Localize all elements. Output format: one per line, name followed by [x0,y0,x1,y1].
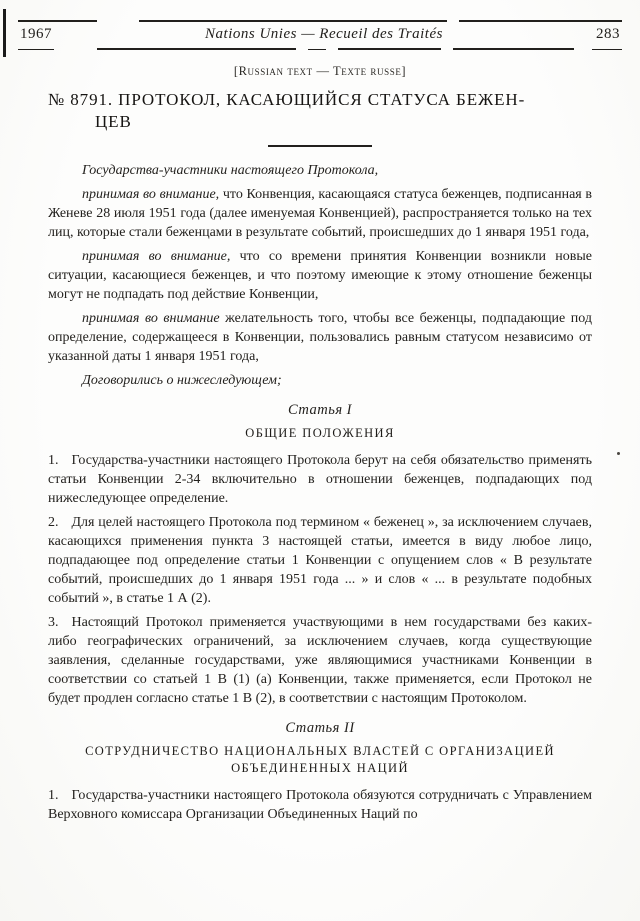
paragraph-number: 3. [48,615,59,630]
article-1 [48,402,592,708]
paragraph-text: Государства-участники настоящего Протокола берут на себя обязательство применять статьи Конвенции 2-34 включительно в отношении беженцев, подпадающих под нижеследующее определение. [48,453,592,506]
preamble-clause-1-text: что Конвенция, касающаяся статуса беженцев, подписанная в Женеве 28 июля 1951 года (далее именуемая Конвенцией), распространяется только на тех лиц, которые стали беженцами в результате событий, происшедших до 1 января 1951 года, [48,187,593,240]
article-2-paragraph-1 [48,786,592,824]
paragraph-text: Настоящий Протокол применяется участвующими в нем государствами без каких-либо географических ограничений, за исключением случаев, когда существующие заявления, сделанные государствами, уже являющимися участниками Конвенции в соответствии со статьей 1 В (1) (а) Конвенции, также применяется, если Протокол не будет продлен согласно статье 1 В (2), в соответствии с настоящим Протоколом. [48,615,592,706]
scan-speck-artifact [617,452,620,455]
header-year: 1967 [20,26,52,42]
article-2-heading: Статья II [285,720,355,736]
treaty-title-line2: ЦЕВ [95,112,132,131]
article-2-subheading-line1: СОТРУДНИЧЕСТВО НАЦИОНАЛЬНЫХ ВЛАСТЕЙ С ОРГАНИЗАЦИЕЙ [85,744,555,758]
article-2-subheading [48,743,592,777]
article-1-subheading-line1: ОБЩИЕ ПОЛОЖЕНИЯ [245,426,395,440]
article-1-heading: Статья I [287,402,353,418]
paragraph-text: Для целей настоящего Протокола под термином « беженец », за исключением случаев, касающихся применения пункта 3 настоящей статьи, имеется в виду любое лицо, подпадающее под определение статьи 1 Конвенции с опущением слов « В результате событий, происшедших до 1 января 1951 года ... » и слов « ... в результате подобных событий », в статье 1 А (2). [48,515,592,606]
header-rule-top [18,20,622,23]
preamble-clause-2 [48,247,592,304]
article-1-paragraph-3 [48,613,592,708]
article-1-paragraph-1 [48,451,592,508]
preamble-clause-3-lead: принимая во внимание [82,311,220,326]
treaty-title [48,89,592,133]
preamble-clause-1-lead: принимая во внимание, [82,187,220,202]
document-body [48,64,592,829]
header-page-number: 283 [595,26,620,42]
preamble-clause-3 [48,309,592,366]
article-2-subheading-line2: ОБЪЕДИНЕННЫХ НАЦИЙ [231,761,409,775]
preamble-parties-line: Государства-участники настоящего Протокола, [82,163,379,178]
article-1-paragraph-2 [48,513,592,608]
header-journal-title: Nations Unies — Recueil des Traités [205,26,443,42]
preamble-clause-2-text: что со времени принятия Конвенции возникли новые ситуации, касающиеся беженцев, и что поэтому имеющие к этому отношение беженцы могут не подпадать под действие Конвенции, [48,249,593,302]
preamble-agreement-line: Договорились о нижеследующем; [82,373,282,388]
treaty-title-line1: № 8791. ПРОТОКОЛ, КАСАЮЩИЙСЯ СТАТУСА БЕЖЕН- [48,90,526,109]
paragraph-number: 2. [48,515,59,530]
preamble-clause-2-lead: принимая во внимание, [82,249,231,264]
paragraph-number: 1. [48,453,59,468]
article-2 [48,720,592,824]
header-rule-bottom [18,48,622,51]
header-text-row [18,23,622,48]
paragraph-number: 1. [48,788,59,803]
article-1-subheading [48,425,592,442]
paragraph-text: Государства-участники настоящего Протокола обязуются сотрудничать с Управлением Верховного комиссара Организации Объединенных Наций по [48,788,592,822]
title-separator-rule [268,145,372,147]
scan-edge-artifact [3,9,6,57]
preamble-clause-3-text: желательность того, чтобы все беженцы, подпадающие под определение, содержащееся в Конвенции, пользовались равным статусом независимо от указанной даты 1 января 1951 года, [48,311,592,364]
language-note: [Russian text — Texte russe] [233,64,407,78]
page-header [18,20,622,51]
preamble-clause-1 [48,185,592,242]
